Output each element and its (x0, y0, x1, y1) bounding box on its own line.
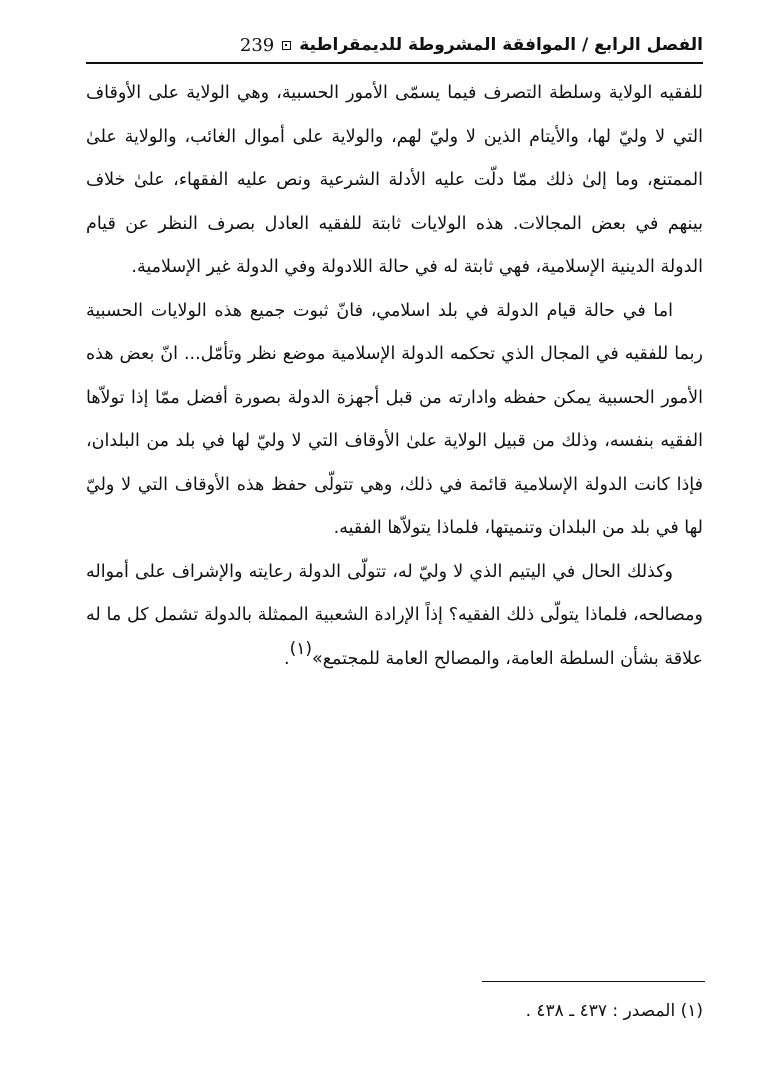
body-text (86, 72, 703, 681)
footnote-rule (482, 981, 705, 982)
footnote-reference: (١) (289, 638, 313, 659)
footnote: (١) المصدر : ٤٣٧ ـ ٤٣٨ . (525, 1001, 703, 1021)
chapter-title: الفصل الرابع / الموافقة المشروطة للديمقراطية (299, 35, 703, 55)
paragraph-2: اما في حالة قيام الدولة في بلد اسلامي، فانّ ثبوت جميع هذه الولايات الحسبية ربما للفقيه في المجال الذي تحكمه الدولة الإسلامية موضع نظر وتأمّل... انّ بعض هذه الأمور الحسبية يمكن حفظه وادارته من قبل أجهزة الدولة بصورة أفضل ممّا إذا تولاّها الفقيه بنفسه، وذلك من قبيل الولاية علىٰ الأوقاف التي لا وليّ لها في بلد من البلدان، فإذا كانت الدولة الإسلامية قائمة في ذلك، وهي تتولّى حفظ هذه الأوقاف التي لا وليّ لها في بلد من البلدان وتنميتها، فلماذا يتولاّها الفقيه. (86, 300, 703, 538)
square-bullet-icon (282, 41, 291, 50)
paragraph-3 (86, 551, 703, 682)
paragraph-1: للفقيه الولاية وسلطة التصرف فيما يسمّى الأمور الحسبية، وهي الولاية على الأوقاف التي لا وليّ لها، والأيتام الذين لا وليّ لهم، والولاية على أموال الغائب، والولاية علىٰ الممتنع، وما إلىٰ ذلك ممّا دلّت عليه الأدلة الشرعية ونص عليه الفقهاء، علىٰ خلاف بينهم في بعض المجالات. هذه الولايات ثابتة للفقيه العادل بصرف النظر عن قيام الدولة الدينية الإسلامية، فهي ثابتة له في حالة اللادولة وفي الدولة غير الإسلامية. (86, 83, 703, 277)
running-header (86, 30, 703, 60)
paragraph-3-tail: . (284, 648, 290, 669)
header-rule (86, 62, 703, 64)
page-number: 239 (239, 34, 275, 56)
paragraph-3-text: وكذلك الحال في اليتيم الذي لا وليّ له، تتولّى الدولة رعايته والإشراف على أمواله ومصالحه، فلماذا يتولّى ذلك الفقيه؟ إذاً الإرادة الشعبية الممثلة بالدولة تشمل كل ما له علاقة بشأن السلطة العامة، والمصالح العامة للمجتمع» (86, 561, 703, 669)
